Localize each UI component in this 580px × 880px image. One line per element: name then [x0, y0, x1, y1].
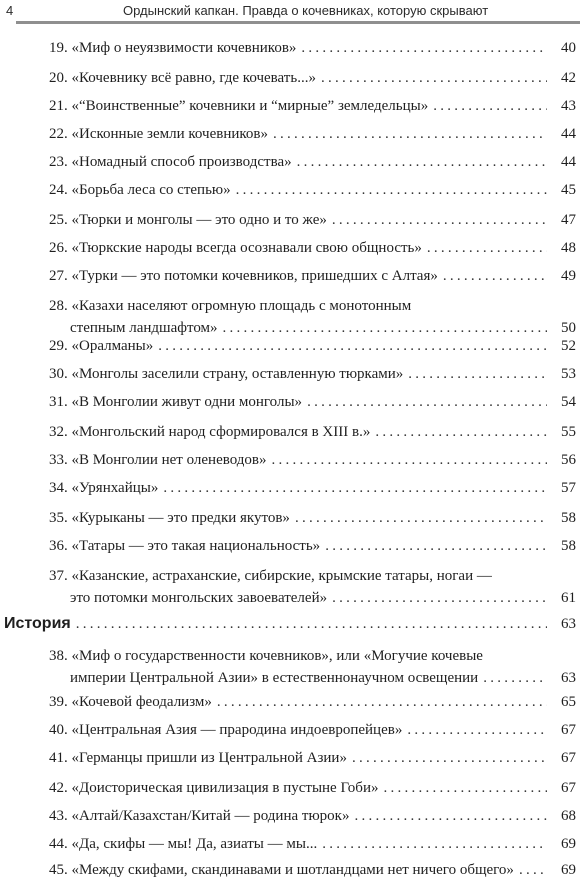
dot-leader: [352, 750, 547, 766]
dot-leader: [427, 240, 547, 256]
toc-entry[interactable]: [0, 452, 580, 468]
dot-leader: [295, 510, 547, 526]
toc-entry[interactable]: [0, 394, 580, 410]
page-ref: 49: [561, 268, 576, 284]
page-ref: 68: [561, 808, 576, 824]
entry-title: 29. «Оралманы»: [49, 338, 154, 354]
dot-leader: [332, 212, 547, 228]
dot-leader: [443, 268, 547, 284]
page-ref: 53: [561, 366, 576, 382]
page-ref: 52: [561, 338, 576, 354]
dot-leader: [307, 394, 547, 410]
page-ref: 44: [561, 154, 576, 170]
entry-title: 42. «Доисторическая цивилизация в пустыне Гоби»: [49, 780, 379, 796]
entry-title: это потомки монгольских завоевателей»: [70, 590, 328, 606]
page-ref: 67: [561, 722, 576, 738]
dot-leader: [325, 538, 547, 554]
page-ref: 57: [561, 480, 576, 496]
dot-leader: [76, 616, 547, 632]
entry-title: 26. «Тюркские народы всегда осознавали свою общность»: [49, 240, 422, 256]
page-ref: 42: [561, 70, 576, 86]
toc-entry[interactable]: [0, 298, 580, 336]
entry-title: 40. «Центральная Азия — прародина индоевропейцев»: [49, 722, 403, 738]
entry-title: 19. «Миф о неуязвимости кочевников»: [49, 40, 297, 56]
page-ref: 58: [561, 510, 576, 526]
toc-section-heading[interactable]: [0, 616, 580, 632]
entry-title: 36. «Татары — это такая национальность»: [49, 538, 321, 554]
dot-leader: [217, 694, 547, 710]
entry-title: 45. «Между скифами, скандинавами и шотландцами нет ничего общего»: [49, 862, 514, 878]
toc-entry[interactable]: [0, 862, 580, 878]
toc-entry[interactable]: [0, 648, 580, 686]
dot-leader: [408, 366, 547, 382]
page-ref: 67: [561, 750, 576, 766]
dot-leader: [354, 808, 547, 824]
page-ref: 54: [561, 394, 576, 410]
entry-title: 30. «Монголы заселили страну, оставленную тюрками»: [49, 366, 404, 382]
page-ref: 56: [561, 452, 576, 468]
toc-entry[interactable]: [0, 424, 580, 440]
toc-entry[interactable]: [0, 510, 580, 526]
entry-title: 21. «“Воинственные” кочевники и “мирные” земледельцы»: [49, 98, 429, 114]
dot-leader: [321, 70, 547, 86]
toc-entry[interactable]: [0, 836, 580, 852]
page-ref: 58: [561, 538, 576, 554]
dot-leader: [223, 320, 547, 336]
entry-title: 25. «Тюрки и монголы — это одно и то же»: [49, 212, 327, 228]
entry-title: 33. «В Монголии нет оленеводов»: [49, 452, 267, 468]
dot-leader: [272, 452, 548, 468]
toc-entry[interactable]: [0, 268, 580, 284]
page-ref: 69: [561, 862, 576, 878]
entry-title: 39. «Кочевой феодализм»: [49, 694, 212, 710]
dot-leader: [158, 338, 547, 354]
dot-leader: [519, 862, 547, 878]
entry-title: 28. «Казахи населяют огромную площадь с монотонным: [49, 298, 412, 314]
page-ref: 43: [561, 98, 576, 114]
page-ref: 65: [561, 694, 576, 710]
toc-entry[interactable]: [0, 70, 580, 86]
page-ref: 47: [561, 212, 576, 228]
dot-leader: [297, 154, 547, 170]
entry-title: 34. «Урянхайцы»: [49, 480, 159, 496]
dot-leader: [163, 480, 547, 496]
entry-title: 41. «Германцы пришли из Центральной Азии»: [49, 750, 347, 766]
toc-entry[interactable]: [0, 808, 580, 824]
dot-leader: [433, 98, 547, 114]
toc-entry[interactable]: [0, 98, 580, 114]
dot-leader: [383, 780, 547, 796]
page-ref: 69: [561, 836, 576, 852]
entry-title: 38. «Миф о государственности кочевников», или «Могучие кочевые: [49, 648, 483, 664]
toc-entry[interactable]: [0, 240, 580, 256]
entry-title: степным ландшафтом»: [70, 320, 218, 336]
page-number: 4: [6, 3, 14, 18]
page-ref: 61: [561, 590, 576, 606]
toc-entry[interactable]: [0, 366, 580, 382]
dot-leader: [301, 40, 547, 56]
entry-title: 43. «Алтай/Казахстан/Китай — родина тюрок»: [49, 808, 350, 824]
page-ref: 48: [561, 240, 576, 256]
dot-leader: [236, 182, 547, 198]
entry-title: 31. «В Монголии живут одни монголы»: [49, 394, 303, 410]
entry-title: 22. «Исконные земли кочевников»: [49, 126, 268, 142]
toc-entry[interactable]: [0, 694, 580, 710]
toc-entry[interactable]: [0, 780, 580, 796]
entry-title: 27. «Турки — это потомки кочевников, пришедших с Алтая»: [49, 268, 438, 284]
entry-title: империи Центральной Азии» в естественнонаучном освещении: [70, 670, 479, 686]
page-ref: 50: [561, 320, 576, 336]
dot-leader: [483, 670, 547, 686]
toc-entry[interactable]: [0, 480, 580, 496]
toc-entry[interactable]: [0, 568, 580, 606]
page-ref: 45: [561, 182, 576, 198]
page-ref: 63: [561, 616, 576, 632]
entry-title: 23. «Номадный способ производства»: [49, 154, 292, 170]
entry-title: 35. «Курыканы — это предки якутов»: [49, 510, 290, 526]
toc-entry[interactable]: [0, 182, 580, 198]
toc-entry[interactable]: [0, 750, 580, 766]
entry-title: 37. «Казанские, астраханские, сибирские, крымские татары, ногаи —: [49, 568, 492, 584]
page-ref: 44: [561, 126, 576, 142]
entry-title: 24. «Борьба леса со степью»: [49, 182, 231, 198]
dot-leader: [407, 722, 547, 738]
toc-entry[interactable]: [0, 126, 580, 142]
page-ref: 55: [561, 424, 576, 440]
toc-entry[interactable]: [0, 722, 580, 738]
section-title: История: [4, 615, 71, 632]
entry-title: 20. «Кочевнику всё равно, где кочевать...»: [49, 70, 316, 86]
dot-leader: [322, 836, 547, 852]
toc-entry[interactable]: [0, 338, 580, 354]
toc-entry[interactable]: [0, 538, 580, 554]
running-title: Ордынский капкан. Правда о кочевниках, которую скрывают: [123, 3, 489, 18]
dot-leader: [273, 126, 547, 142]
toc-entry[interactable]: [0, 40, 580, 56]
page-ref: 67: [561, 780, 576, 796]
entry-title: 44. «Да, скифы — мы! Да, азиаты — мы...: [49, 836, 318, 852]
toc-entry[interactable]: [0, 212, 580, 228]
entry-title: 32. «Монгольский народ сформировался в XIII в.»: [49, 424, 371, 440]
page-ref: 63: [561, 670, 576, 686]
dot-leader: [375, 424, 547, 440]
toc-entry[interactable]: [0, 154, 580, 170]
page-ref: 40: [561, 40, 576, 56]
dot-leader: [332, 590, 547, 606]
